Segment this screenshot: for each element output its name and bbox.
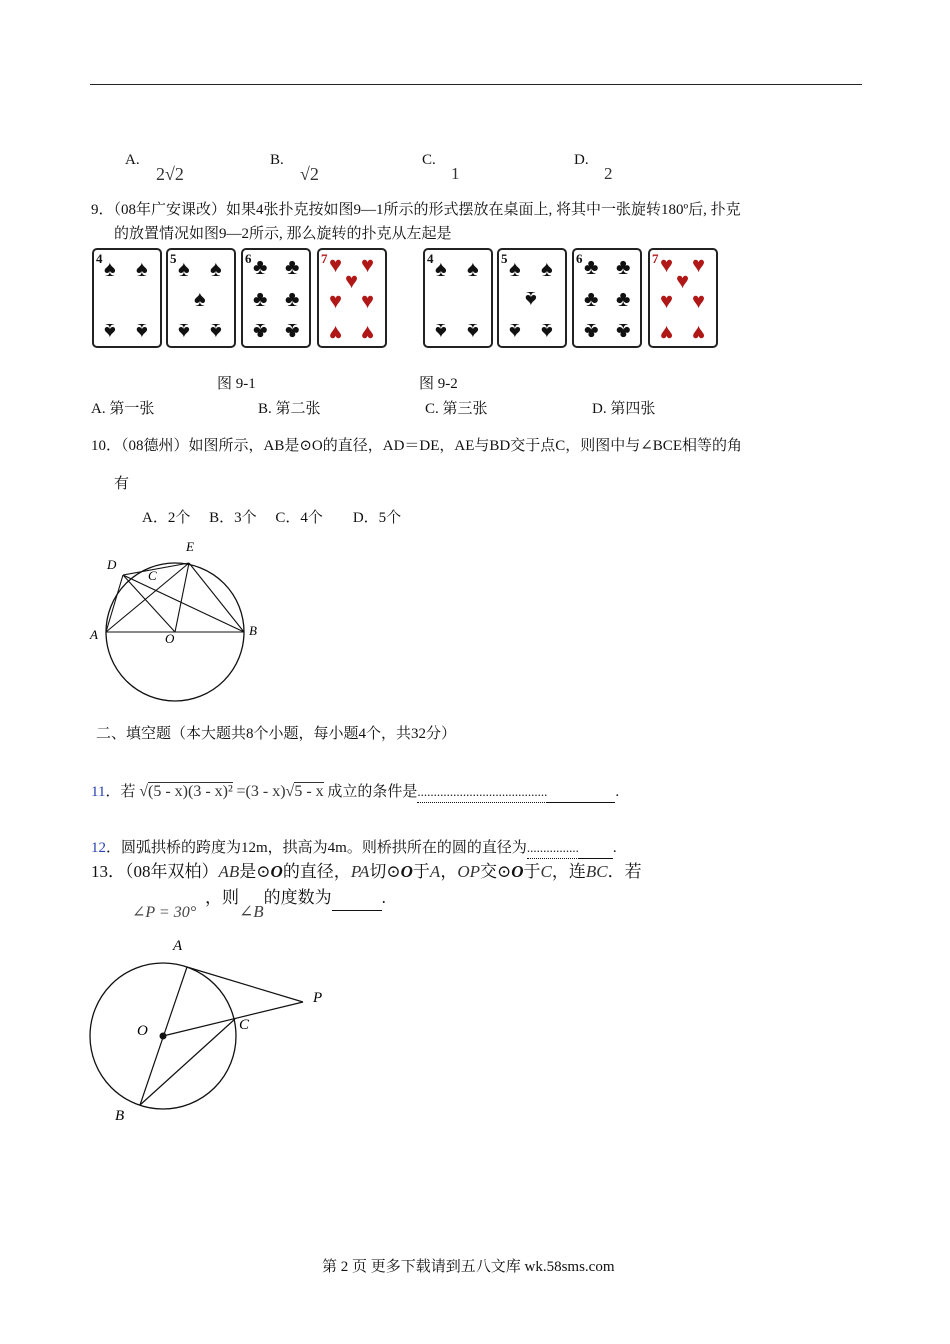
segment-od	[123, 575, 175, 632]
card-6-clubs-fig2	[572, 248, 642, 348]
q13-c: C	[540, 862, 552, 881]
q12-end: .	[612, 840, 617, 856]
card-rank: 5	[170, 251, 177, 266]
q13-o2: O	[400, 862, 413, 881]
spade-icon: ♠	[509, 256, 521, 281]
q10-text-line2: 有	[114, 476, 130, 492]
card-rank: 6	[576, 251, 583, 266]
club-icon: ♣	[253, 254, 268, 279]
q13-circle-figure	[85, 930, 335, 1130]
segment-ad	[106, 575, 123, 632]
q13-o3: O	[511, 862, 524, 881]
spade-icon: ♠	[467, 319, 479, 344]
spade-icon: ♠	[210, 256, 222, 281]
q13-answer-blank[interactable]	[332, 886, 382, 911]
club-icon: ♣	[584, 286, 599, 311]
spade-icon: ♠	[136, 319, 148, 344]
q13-label-a: A	[173, 938, 183, 954]
q11-suffix: 成立的条件是	[327, 784, 418, 800]
q12-answer-blank[interactable]	[579, 838, 613, 859]
q12	[91, 838, 617, 859]
figure-9-1-caption: 图 9-1	[217, 376, 256, 392]
q13-label-c: C	[239, 1017, 250, 1033]
q9-text-line1: 9．（08年广安课改）如果4张扑克按如图9—1所示的形式摆放在桌面上, 将其中一张旋转180º后, 扑克	[91, 202, 741, 218]
q9-option-b: B. 第二张	[258, 401, 321, 417]
q13-label-b: B	[115, 1108, 125, 1124]
q11-eq: =(3 - x)	[236, 783, 286, 800]
club-icon: ♣	[584, 319, 599, 344]
q11-answer-blank[interactable]	[547, 782, 615, 803]
q13-text-c: 的直径，	[282, 862, 351, 881]
spade-icon: ♠	[104, 256, 116, 281]
card-rank: 7	[652, 251, 659, 266]
card-rank: 7	[321, 251, 328, 266]
q11-lhs-radical: √(5 - x)(3 - x)²	[139, 783, 233, 800]
q13-text-h: 于	[523, 862, 541, 881]
q11-rhs: 5 - x	[294, 783, 324, 800]
club-icon: ♣	[616, 319, 631, 344]
q13-text-i: ，连	[551, 862, 586, 881]
spade-icon: ♠	[136, 256, 148, 281]
center-point-o	[160, 1033, 167, 1040]
spade-icon: ♠	[178, 256, 190, 281]
q9-option-c: C. 第三张	[425, 401, 488, 417]
q13-text-d: 切⊙	[369, 862, 401, 881]
card-rank: 4	[427, 251, 434, 266]
q9-option-a: A. 第一张	[91, 401, 155, 417]
q9-option-d: D. 第四张	[592, 401, 656, 417]
figure-9-2-caption: 图 9-2	[419, 376, 458, 392]
q13-label-o: O	[137, 1023, 148, 1039]
q13-op: OP	[457, 862, 480, 881]
spade-icon: ♠	[525, 287, 537, 312]
q12-number: 12	[91, 840, 106, 856]
q10-label-b: B	[249, 623, 257, 638]
heart-icon: ♥	[660, 288, 674, 313]
q11-prefix: ．若	[105, 784, 136, 800]
heart-icon: ♥	[692, 288, 706, 313]
club-icon: ♣	[253, 286, 268, 311]
q13-text-then: ，则	[205, 888, 239, 907]
q8-option-a-value: 2√2	[156, 164, 184, 184]
heart-icon: ♥	[692, 252, 706, 277]
segment-op	[163, 1002, 303, 1036]
q13-line1	[91, 860, 642, 884]
card-7-hearts-fig1	[317, 248, 387, 348]
club-icon: ♣	[285, 286, 300, 311]
q11-lhs: (5 - x)(3 - x)²	[148, 783, 233, 800]
club-icon: ♣	[285, 254, 300, 279]
q11-answer-dots[interactable]: ........................................	[417, 782, 547, 803]
spade-icon: ♠	[509, 319, 521, 344]
heart-icon: ♥	[692, 321, 706, 346]
section-2-title: 二、填空题（本大题共8个小题，每小题4个，共32分）	[96, 726, 457, 742]
segment-eb	[189, 563, 244, 632]
spade-icon: ♠	[467, 256, 479, 281]
q11-number: 11	[91, 784, 106, 800]
q10-circle-figure	[85, 535, 275, 710]
q13-o1: O	[270, 862, 283, 881]
page-footer: 第 2 页 更多下载请到五八文库 wk.58sms.com	[322, 1259, 615, 1275]
q12-text: ．圆弧拱桥的跨度为12m，拱高为4m。则桥拱所在的圆的直径为	[106, 840, 527, 856]
segment-db	[123, 575, 244, 632]
card-4-spades-fig2	[423, 248, 493, 348]
q13-label-p: P	[313, 990, 323, 1006]
q13-intro: 13．（08年双柏）	[91, 862, 219, 881]
club-icon: ♣	[584, 254, 599, 279]
q10-label-o: O	[165, 631, 175, 646]
q11-end: .	[615, 784, 620, 800]
q13-bc: BC	[585, 862, 608, 881]
card-5-spades-fig2	[497, 248, 567, 348]
q8-option-a-label: A.	[125, 152, 140, 168]
q13-angle-b: ∠B	[239, 902, 264, 921]
q13-text-j: ．若	[607, 862, 642, 881]
q10-label-e: E	[186, 539, 194, 554]
q10-label-d: D	[107, 557, 117, 572]
spade-icon: ♠	[104, 319, 116, 344]
q10-text-line1: 10．（08德州）如图所示，AB是⊙O的直径，AD＝DE，AE与BD交于点C，则图中与∠BCE相等的角	[91, 438, 742, 454]
card-7-hearts-fig2	[648, 248, 718, 348]
card-6-clubs-fig1	[241, 248, 311, 348]
q10-options: A．2个 B．3个 C．4个 D．5个	[142, 510, 402, 526]
q13-ab: AB	[218, 862, 240, 881]
header-rule	[90, 84, 862, 85]
q8-option-c-value: 1	[451, 164, 460, 183]
q8-option-d-label: D.	[574, 152, 589, 168]
club-icon: ♣	[285, 319, 300, 344]
heart-icon: ♥	[345, 268, 359, 293]
q13-condition: ∠P = 30°	[132, 904, 197, 921]
card-rank: 6	[245, 251, 252, 266]
q13-text-degree: 的度数为	[263, 888, 332, 907]
q13-line2	[205, 886, 386, 921]
heart-icon: ♥	[361, 252, 375, 277]
q13-end: .	[381, 888, 386, 907]
q8-option-d-value: 2	[604, 164, 613, 183]
q12-answer-dots[interactable]: ................	[527, 838, 579, 859]
q13-text-f: ，	[440, 862, 458, 881]
spade-icon: ♠	[178, 319, 190, 344]
club-icon: ♣	[616, 254, 631, 279]
spade-icon: ♠	[541, 319, 553, 344]
q13-a: A	[429, 862, 441, 881]
segment-pa	[187, 967, 303, 1002]
heart-icon: ♥	[329, 288, 343, 313]
q10-label-a: A	[90, 627, 98, 642]
heart-icon: ♥	[361, 288, 375, 313]
q13-text-g: 交⊙	[479, 862, 512, 881]
heart-icon: ♥	[660, 321, 674, 346]
spade-icon: ♠	[541, 256, 553, 281]
club-icon: ♣	[253, 319, 268, 344]
heart-icon: ♥	[361, 321, 375, 346]
q8-option-b-value: √2	[300, 164, 319, 184]
q11-rhs-radical: √5 - x	[285, 783, 324, 800]
heart-icon: ♥	[329, 252, 343, 277]
q9-text-line2: 的放置情况如图9—2所示, 那么旋转的扑克从左起是	[114, 226, 452, 242]
card-5-spades-fig1	[166, 248, 236, 348]
heart-icon: ♥	[329, 321, 343, 346]
spade-icon: ♠	[435, 319, 447, 344]
q8-option-c-label: C.	[422, 152, 436, 168]
card-rank: 5	[501, 251, 508, 266]
card-4-spades-fig1	[92, 248, 162, 348]
q8-option-b-label: B.	[270, 152, 284, 168]
heart-icon: ♥	[660, 252, 674, 277]
club-icon: ♣	[616, 286, 631, 311]
spade-icon: ♠	[194, 286, 206, 311]
q11	[91, 782, 619, 808]
spade-icon: ♠	[435, 256, 447, 281]
spade-icon: ♠	[210, 319, 222, 344]
card-rank: 4	[96, 251, 103, 266]
q13-text-e: 于	[412, 862, 430, 881]
q10-label-c: C	[148, 568, 157, 583]
q13-text-b: 是⊙	[239, 862, 271, 881]
heart-icon: ♥	[676, 268, 690, 293]
q13-pa: PA	[350, 862, 370, 881]
